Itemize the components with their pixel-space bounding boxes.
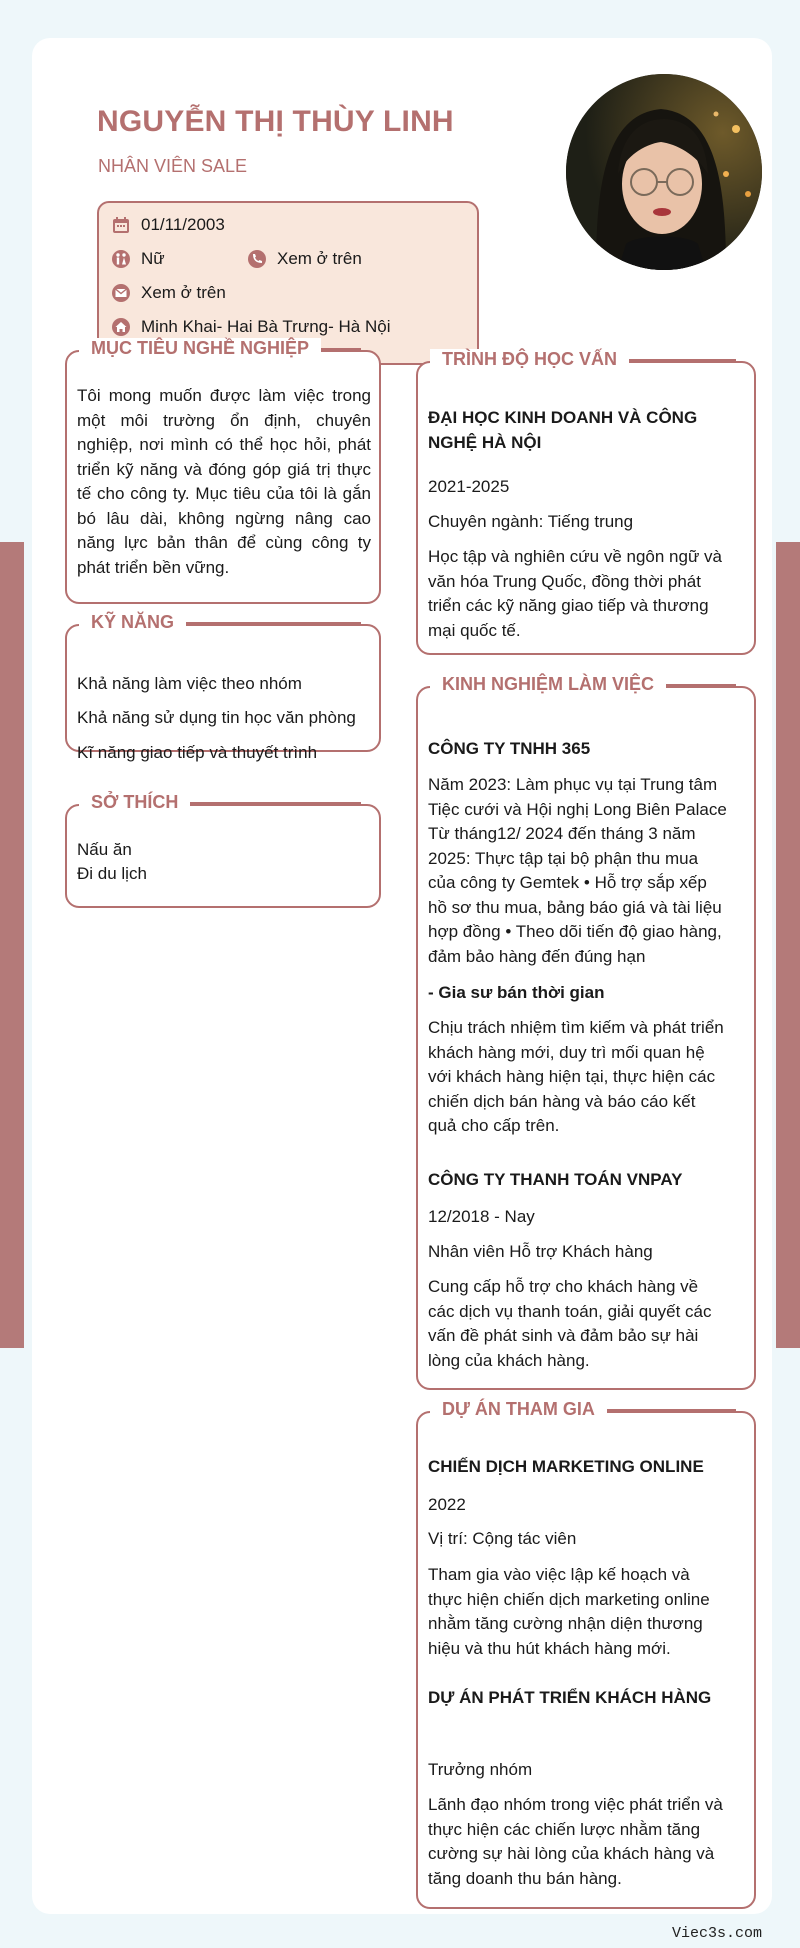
gender-icon bbox=[111, 249, 131, 269]
avatar-portrait bbox=[566, 74, 762, 270]
section-title-rule bbox=[666, 684, 736, 686]
school-name: ĐẠI HỌC KINH DOANH VÀ CÔNG NGHỆ HÀ NỘI bbox=[428, 408, 698, 452]
experience-title: KINH NGHIỆM LÀM VIỆC bbox=[430, 674, 666, 695]
birthday-text: 01/11/2003 bbox=[141, 215, 225, 234]
education-section bbox=[416, 349, 756, 655]
right-decor-bar bbox=[776, 542, 800, 1348]
project-position: Vị trí: Cộng tác viên bbox=[428, 1529, 577, 1548]
hobbies-section bbox=[65, 792, 381, 908]
project-name: CHIẾN DỊCH MARKETING ONLINE bbox=[428, 1457, 704, 1476]
phone-text: Xem ở trên bbox=[277, 249, 362, 268]
candidate-name: NGUYỄN THỊ THÙY LINH bbox=[97, 105, 454, 138]
section-title-rule bbox=[186, 622, 361, 624]
project-description: Lãnh đạo nhóm trong việc phát triển và thực hiện các chiến lược nhằm tăng cường sự hài lòng của khách hàng và tăng doanh thu bán hàng. bbox=[428, 1795, 723, 1888]
address-row bbox=[111, 317, 390, 337]
phone-icon bbox=[247, 249, 267, 269]
project-name: DỰ ÁN PHÁT TRIỂN KHÁCH HÀNG bbox=[428, 1688, 712, 1707]
company-name: CÔNG TY TNHH 365 bbox=[428, 739, 591, 758]
hobby-item: Đi du lịch bbox=[77, 864, 147, 883]
section-title-rule bbox=[321, 348, 361, 350]
avatar bbox=[566, 74, 762, 270]
skills-title: KỸ NĂNG bbox=[79, 612, 186, 633]
left-decor-bar bbox=[0, 542, 24, 1348]
experience-section bbox=[416, 674, 756, 1390]
address-text: Minh Khai- Hai Bà Trưng- Hà Nội bbox=[141, 317, 391, 336]
skills-section bbox=[65, 612, 381, 762]
email-text: Xem ở trên bbox=[141, 283, 226, 302]
education-description: Học tập và nghiên cứu về ngôn ngữ và văn hóa Trung Quốc, đồng thời phát triển các kỹ năng giao tiếp và thương mại quốc tế. bbox=[428, 547, 723, 640]
job-description: Chịu trách nhiệm tìm kiếm và phát triển khách hàng mới, duy trì mối quan hệ với khách hàng hiện tại, thực hiện các chiến dịch bán hàng và báo cáo kết quả cho cấp trên. bbox=[428, 1018, 724, 1135]
skill-item: Khả năng làm việc theo nhóm bbox=[77, 674, 302, 693]
job-period: 12/2018 - Nay bbox=[428, 1207, 535, 1226]
project-year: 2022 bbox=[428, 1495, 466, 1514]
birthday-row bbox=[111, 215, 225, 235]
hobbies-title: SỞ THÍCH bbox=[79, 792, 190, 813]
email-row bbox=[111, 283, 226, 303]
email-icon bbox=[111, 283, 131, 303]
job-description: Cung cấp hỗ trợ cho khách hàng về các dịch vụ thanh toán, giải quyết các vấn đề phát sinh và đảm bảo sự hài lòng của khách hàng. bbox=[428, 1277, 712, 1370]
project-position: Trưởng nhóm bbox=[428, 1760, 533, 1779]
home-icon bbox=[111, 317, 131, 337]
cv-paper bbox=[32, 38, 772, 1914]
job-details: Năm 2023: Làm phục vụ tại Trung tâm Tiệc cưới và Hội nghị Long Biên Palace Từ tháng12/ 2024 đến tháng 3 năm 2025: Thực tập tại bộ phận thu mua của công ty Gemtek • Hỗ trợ sắp xếp hồ sơ thu mua, bảng báo giá và tài liệu hợp đồng • Theo dõi tiến độ giao hàng, đảm bảo hàng đến đúng hạn bbox=[428, 775, 727, 966]
projects-section bbox=[416, 1399, 756, 1909]
section-title-rule bbox=[190, 802, 361, 804]
watermark: Viec3s.com bbox=[672, 1925, 763, 1942]
objective-section bbox=[65, 338, 381, 604]
education-major: Chuyên ngành: Tiếng trung bbox=[428, 512, 634, 531]
objective-text: Tôi mong muốn được làm việc trong một môi trường ổn định, chuyên nghiệp, nơi mình có thể học hỏi, phát triển kỹ năng và đóng góp giá trị thực tế cho công ty. Mục tiêu của tôi là gắn bó lâu dài, không ngừng nâng cao năng lực bản thân để cùng công ty phát triển bền vững. bbox=[77, 386, 371, 577]
education-title: TRÌNH ĐỘ HỌC VẤN bbox=[430, 349, 629, 370]
job-title: NHÂN VIÊN SALE bbox=[98, 156, 248, 176]
section-title-rule bbox=[607, 1409, 736, 1411]
gender-row bbox=[111, 249, 165, 269]
skill-item: Kĩ năng giao tiếp và thuyết trình bbox=[77, 743, 318, 762]
phone-row bbox=[247, 249, 362, 269]
project-description: Tham gia vào việc lập kế hoạch và thực hiện chiến dịch marketing online nhằm tăng cường nhận diện thương hiệu và thu hút khách hàng mới. bbox=[428, 1565, 710, 1658]
company-name: CÔNG TY THANH TOÁN VNPAY bbox=[428, 1170, 683, 1189]
skill-item: Khả năng sử dụng tin học văn phòng bbox=[77, 708, 356, 727]
job-role: - Gia sư bán thời gian bbox=[428, 983, 605, 1002]
objective-title: MỤC TIÊU NGHỀ NGHIỆP bbox=[79, 338, 321, 359]
job-role: Nhân viên Hỗ trợ Khách hàng bbox=[428, 1242, 653, 1261]
section-title-rule bbox=[629, 359, 736, 361]
gender-text: Nữ bbox=[141, 249, 165, 268]
hobby-item: Nấu ăn bbox=[77, 840, 132, 859]
projects-title: DỰ ÁN THAM GIA bbox=[430, 1399, 607, 1420]
calendar-icon bbox=[111, 215, 131, 235]
education-period: 2021-2025 bbox=[428, 477, 510, 496]
